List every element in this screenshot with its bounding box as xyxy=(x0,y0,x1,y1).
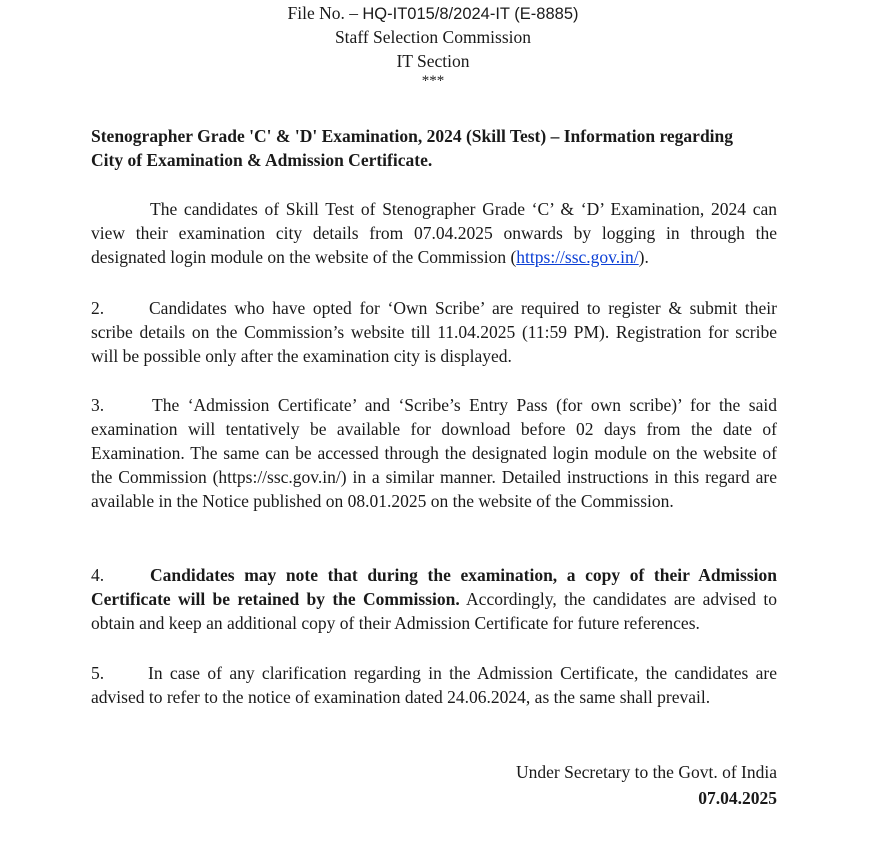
paragraph-4-bold-text: Candidates may note that during the examination, a copy of their Admission Certificate will be retained by the Commission. xyxy=(91,565,777,609)
paragraph-4-text: Accordingly, the candidates are advised to obtain and keep an additional copy of their Admission Certificate for future references. xyxy=(91,589,777,633)
separator: *** xyxy=(421,73,445,89)
paragraph-number: 2. xyxy=(91,298,105,318)
paragraph-intro xyxy=(91,197,777,269)
ssc-website-link[interactable]: https://ssc.gov.in/ xyxy=(516,247,639,267)
paragraph-3 xyxy=(91,393,777,513)
notice-subject xyxy=(91,124,781,172)
file-number-code: HQ-IT015/8/2024-IT (E-8885) xyxy=(362,5,579,23)
intro-text-end: ). xyxy=(638,247,649,267)
signatory-designation: Under Secretary to the Govt. of India xyxy=(516,762,777,782)
paragraph-number: 4. xyxy=(91,565,105,585)
paragraph-5 xyxy=(91,661,777,709)
paragraph-4 xyxy=(91,563,777,635)
subject-line-1: Stenographer Grade 'C' & 'D' Examination, 2024 (Skill Test) – Information regarding xyxy=(91,126,734,146)
paragraph-3-text: The ‘Admission Certificate’ and ‘Scribe’s Entry Pass (for own scribe)’ for the said examination will tentatively be available for download before 02 days from the date of Examination. The same can be accessed through the designated login module on the website of the Commission (https://ssc.gov.in/) in a similar manner. Detailed instructions in this regard are available in the Notice published on 08.01.2025 on the website of the Commission. xyxy=(91,395,777,511)
file-number-prefix: File No. – xyxy=(287,3,363,23)
paragraph-2-text: Candidates who have opted for ‘Own Scribe’ are required to register & submit their scribe details on the Commission’s website till 11.04.2025 (11:59 PM). Registration for scribe will be possible only after the examination city is displayed. xyxy=(91,298,777,366)
section-name: IT Section xyxy=(396,51,470,71)
paragraph-number: 3. xyxy=(91,395,105,415)
file-number xyxy=(0,1,866,26)
intro-text: The candidates of Skill Test of Stenographer Grade ‘C’ & ‘D’ Examination, 2024 can view their examination city details from 07.04.2025 onwards by logging in through the designated login module on the website of the Commission ( xyxy=(91,199,777,267)
paragraph-2 xyxy=(91,296,777,368)
notice-date: 07.04.2025 xyxy=(698,788,777,808)
organization-name: Staff Selection Commission xyxy=(334,27,532,47)
paragraph-number: 5. xyxy=(91,663,105,683)
subject-line-2: City of Examination & Admission Certificate. xyxy=(91,150,433,170)
paragraph-5-text: In case of any clarification regarding in the Admission Certificate, the candidates are advised to refer to the notice of examination dated 24.06.2024, as the same shall prevail. xyxy=(91,663,777,707)
